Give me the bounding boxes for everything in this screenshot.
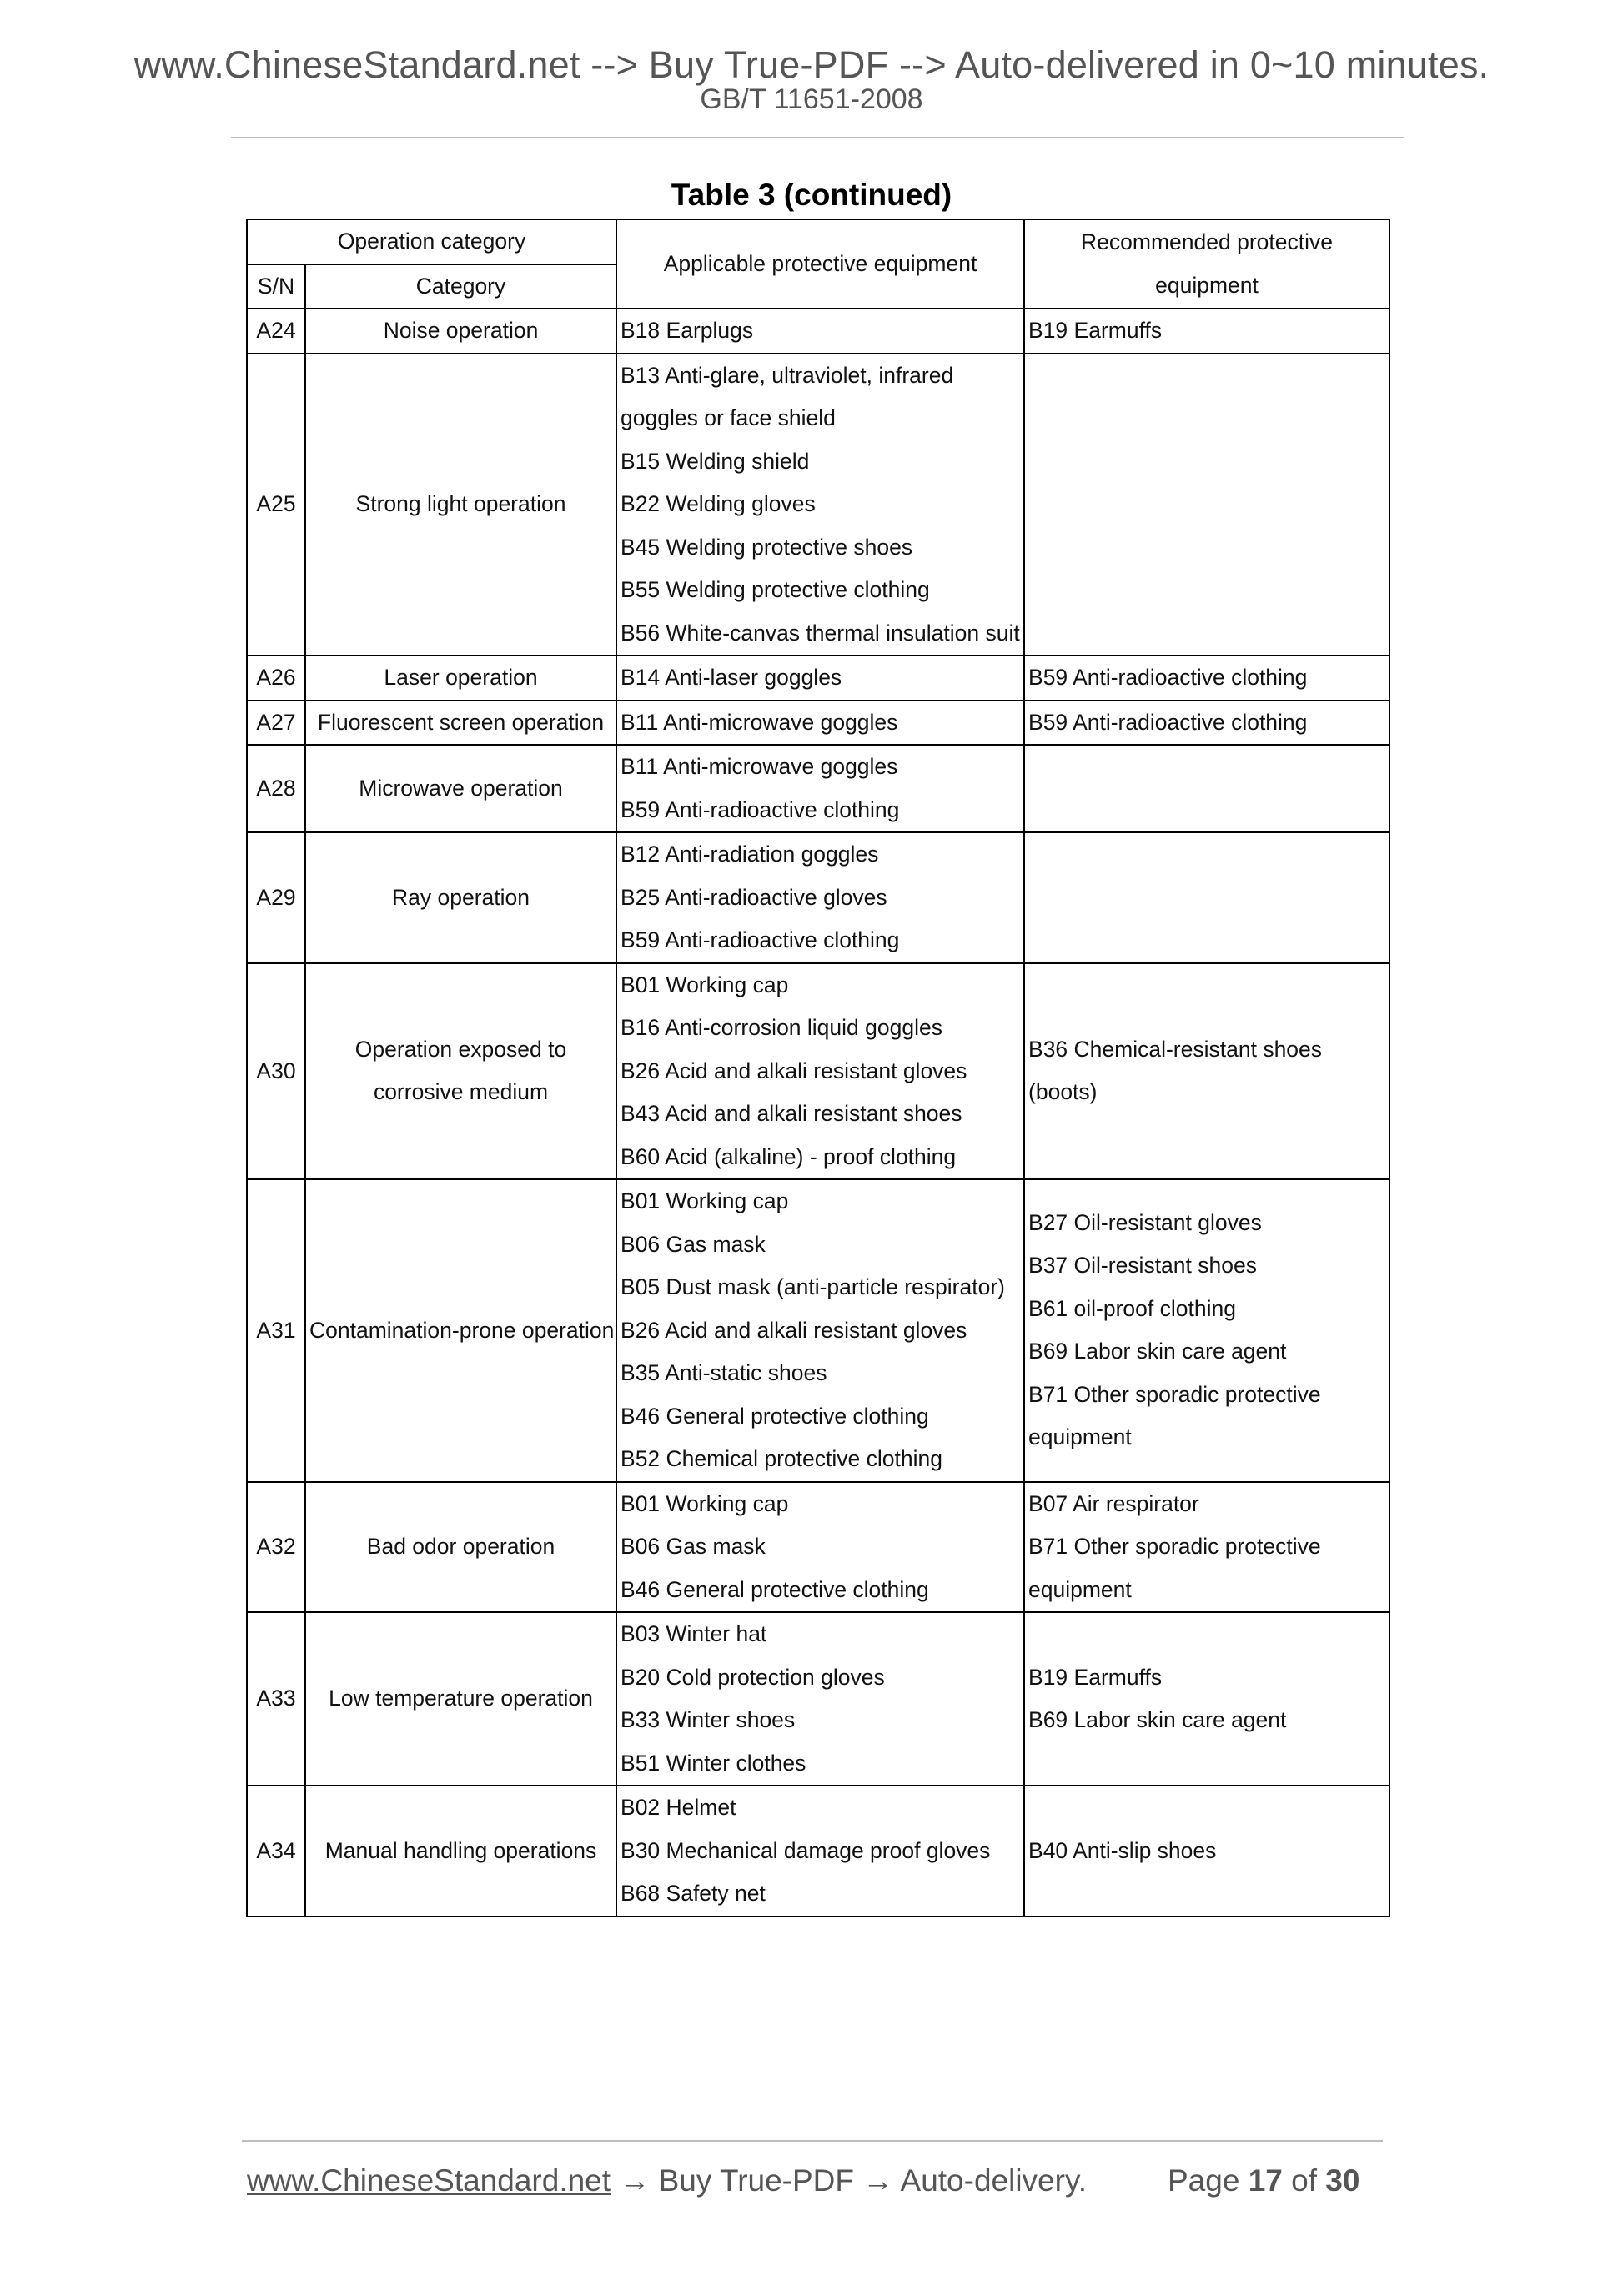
- category-cell: [305, 1482, 616, 1613]
- applicable-line: B59 Anti-radioactive clothing: [621, 796, 900, 822]
- applicable-cell: [616, 1179, 1024, 1482]
- table-row: [247, 963, 1389, 1180]
- category-line: Laser operation: [384, 665, 538, 690]
- sn-cell: A27: [247, 701, 305, 746]
- applicable-line: B06 Gas mask: [621, 1231, 766, 1257]
- category-line: Microwave operation: [359, 775, 563, 801]
- recommended-cell: [1024, 745, 1389, 832]
- footer-site-link[interactable]: www.ChineseStandard.net: [247, 2163, 611, 2198]
- table-row: [247, 354, 1389, 656]
- header-divider: [231, 137, 1404, 138]
- recommended-line: B37 Oil-resistant shoes: [1028, 1253, 1257, 1279]
- recommended-line: B71 Other sporadic protective: [1028, 1381, 1321, 1407]
- recommended-line: B69 Labor skin care agent: [1028, 1707, 1287, 1732]
- applicable-line: B68 Safety net: [621, 1881, 766, 1906]
- page-of-label: of: [1291, 2163, 1317, 2198]
- footer-page-number: [1168, 2163, 1359, 2198]
- footer-promo: [247, 2163, 1087, 2198]
- recommended-line: equipment: [1028, 1576, 1132, 1602]
- applicable-line: B26 Acid and alkali resistant gloves: [621, 1317, 967, 1343]
- applicable-line: B14 Anti-laser goggles: [621, 665, 842, 690]
- applicable-line: B33 Winter shoes: [621, 1707, 796, 1732]
- applicable-line: B11 Anti-microwave goggles: [621, 754, 898, 779]
- recommended-line: B59 Anti-radioactive clothing: [1028, 665, 1308, 690]
- applicable-line: B26 Acid and alkali resistant gloves: [621, 1058, 967, 1083]
- category-line: Ray operation: [392, 884, 530, 910]
- table-row: [247, 309, 1389, 354]
- recommended-line: (boots): [1028, 1079, 1098, 1105]
- category-cell: [305, 1612, 616, 1786]
- applicable-cell: [616, 745, 1024, 832]
- sn-cell: A29: [247, 832, 305, 963]
- category-line: Strong light operation: [355, 491, 566, 516]
- applicable-line: B20 Cold protection gloves: [621, 1664, 885, 1690]
- table-body: [247, 309, 1389, 1917]
- header-recommended-line-1: Recommended protective: [1081, 229, 1333, 254]
- applicable-line: B52 Chemical protective clothing: [621, 1446, 942, 1471]
- applicable-line: B01 Working cap: [621, 1188, 789, 1213]
- header-category: Category: [305, 264, 616, 309]
- category-line: Bad odor operation: [366, 1534, 555, 1559]
- recommended-cell: [1024, 701, 1389, 746]
- applicable-cell: [616, 309, 1024, 354]
- table-row: [247, 1786, 1389, 1917]
- recommended-line: B27 Oil-resistant gloves: [1028, 1209, 1262, 1235]
- recommended-cell: [1024, 1612, 1389, 1786]
- category-cell: [305, 309, 616, 354]
- applicable-line: B12 Anti-radiation goggles: [621, 842, 879, 867]
- applicable-line: B43 Acid and alkali resistant shoes: [621, 1101, 962, 1126]
- sn-cell: A32: [247, 1482, 305, 1613]
- category-line: Contamination-prone operation: [309, 1317, 615, 1343]
- document-code: GB/T 11651-2008: [700, 83, 923, 115]
- page-label: Page: [1168, 2163, 1240, 2198]
- category-cell: [305, 963, 616, 1180]
- sn-cell: A26: [247, 656, 305, 701]
- applicable-line: B11 Anti-microwave goggles: [621, 709, 898, 735]
- category-cell: [305, 1786, 616, 1917]
- sn-cell: A25: [247, 354, 305, 656]
- table-row: [247, 701, 1389, 746]
- recommended-line: equipment: [1028, 1424, 1132, 1450]
- category-line: Manual handling operations: [324, 1837, 597, 1863]
- category-cell: [305, 656, 616, 701]
- protective-equipment-table: [246, 219, 1390, 1917]
- header-row-1: [247, 219, 1389, 264]
- applicable-line: B02 Helmet: [621, 1795, 736, 1820]
- table-row: [247, 1179, 1389, 1482]
- applicable-line: B01 Working cap: [621, 1490, 789, 1516]
- category-cell: [305, 701, 616, 746]
- table-row: [247, 745, 1389, 832]
- applicable-cell: [616, 1612, 1024, 1786]
- table-row: [247, 832, 1389, 963]
- category-cell: [305, 832, 616, 963]
- category-cell: [305, 354, 616, 656]
- page-current: 17: [1248, 2163, 1283, 2198]
- recommended-cell: [1024, 656, 1389, 701]
- recommended-cell: [1024, 354, 1389, 656]
- header-applicable-equipment: Applicable protective equipment: [616, 219, 1024, 309]
- applicable-line: B13 Anti-glare, ultraviolet, infrared: [621, 362, 954, 388]
- applicable-cell: [616, 701, 1024, 746]
- recommended-line: B36 Chemical-resistant shoes: [1028, 1036, 1323, 1062]
- recommended-cell: [1024, 309, 1389, 354]
- applicable-line: B18 Earplugs: [621, 318, 754, 343]
- recommended-line: B19 Earmuffs: [1028, 1664, 1163, 1690]
- sn-cell: A28: [247, 745, 305, 832]
- footer-promo-text: → Buy True-PDF → Auto-delivery.: [611, 2163, 1087, 2198]
- footer-divider: [242, 2140, 1383, 2142]
- applicable-line: B25 Anti-radioactive gloves: [621, 884, 887, 910]
- applicable-line: B35 Anti-static shoes: [621, 1360, 827, 1385]
- applicable-line: B56 White-canvas thermal insulation suit: [621, 620, 1020, 646]
- applicable-line: goggles or face shield: [621, 405, 836, 430]
- applicable-line: B45 Welding protective shoes: [621, 534, 913, 560]
- sn-cell: A33: [247, 1612, 305, 1786]
- table-title: Table 3 (continued): [671, 178, 952, 212]
- applicable-line: B03 Winter hat: [621, 1621, 767, 1646]
- applicable-cell: [616, 1786, 1024, 1917]
- table-row: [247, 656, 1389, 701]
- top-banner: www.ChineseStandard.net --> Buy True-PDF --> Auto-delivered in 0~10 minutes.: [133, 43, 1490, 86]
- applicable-line: B05 Dust mask (anti-particle respirator): [621, 1274, 1005, 1299]
- header-recommended-equipment: [1024, 219, 1389, 309]
- recommended-line: B19 Earmuffs: [1028, 318, 1163, 343]
- table-row: [247, 1482, 1389, 1613]
- header-recommended-line-2: equipment: [1155, 272, 1259, 298]
- table-row: [247, 1612, 1389, 1786]
- applicable-cell: [616, 354, 1024, 656]
- category-line: Low temperature operation: [329, 1686, 593, 1711]
- applicable-cell: [616, 832, 1024, 963]
- applicable-line: B59 Anti-radioactive clothing: [621, 927, 900, 952]
- recommended-cell: [1024, 1786, 1389, 1917]
- recommended-line: B61 oil-proof clothing: [1028, 1295, 1236, 1321]
- recommended-cell: [1024, 963, 1389, 1180]
- applicable-line: B30 Mechanical damage proof gloves: [621, 1837, 991, 1863]
- recommended-line: B40 Anti-slip shoes: [1028, 1837, 1217, 1863]
- applicable-line: B46 General protective clothing: [621, 1576, 929, 1602]
- applicable-line: B16 Anti-corrosion liquid goggles: [621, 1015, 942, 1040]
- recommended-cell: [1024, 832, 1389, 963]
- recommended-line: B71 Other sporadic protective: [1028, 1534, 1321, 1559]
- category-line: corrosive medium: [373, 1079, 549, 1105]
- applicable-line: B01 Working cap: [621, 972, 789, 997]
- applicable-line: B46 General protective clothing: [621, 1403, 929, 1429]
- recommended-line: B69 Labor skin care agent: [1028, 1339, 1287, 1364]
- applicable-line: B15 Welding shield: [621, 448, 810, 474]
- applicable-cell: [616, 656, 1024, 701]
- sn-cell: A31: [247, 1179, 305, 1482]
- applicable-line: B51 Winter clothes: [621, 1750, 806, 1776]
- applicable-line: B22 Welding gloves: [621, 491, 816, 516]
- category-cell: [305, 1179, 616, 1482]
- header-sn: S/N: [247, 264, 305, 309]
- applicable-line: B60 Acid (alkaline) - proof clothing: [621, 1143, 957, 1169]
- sn-cell: A34: [247, 1786, 305, 1917]
- applicable-line: B06 Gas mask: [621, 1534, 766, 1559]
- category-cell: [305, 745, 616, 832]
- recommended-line: B07 Air respirator: [1028, 1490, 1199, 1516]
- category-line: Noise operation: [383, 318, 539, 343]
- sn-cell: A30: [247, 963, 305, 1180]
- page-total: 30: [1325, 2163, 1360, 2198]
- recommended-line: B59 Anti-radioactive clothing: [1028, 709, 1308, 735]
- applicable-cell: [616, 963, 1024, 1180]
- recommended-cell: [1024, 1179, 1389, 1482]
- sn-cell: A24: [247, 309, 305, 354]
- category-line: Fluorescent screen operation: [317, 709, 605, 735]
- applicable-line: B55 Welding protective clothing: [621, 577, 930, 602]
- recommended-cell: [1024, 1482, 1389, 1613]
- applicable-cell: [616, 1482, 1024, 1613]
- category-line: Operation exposed to: [354, 1036, 567, 1062]
- header-operation-category: Operation category: [247, 219, 616, 264]
